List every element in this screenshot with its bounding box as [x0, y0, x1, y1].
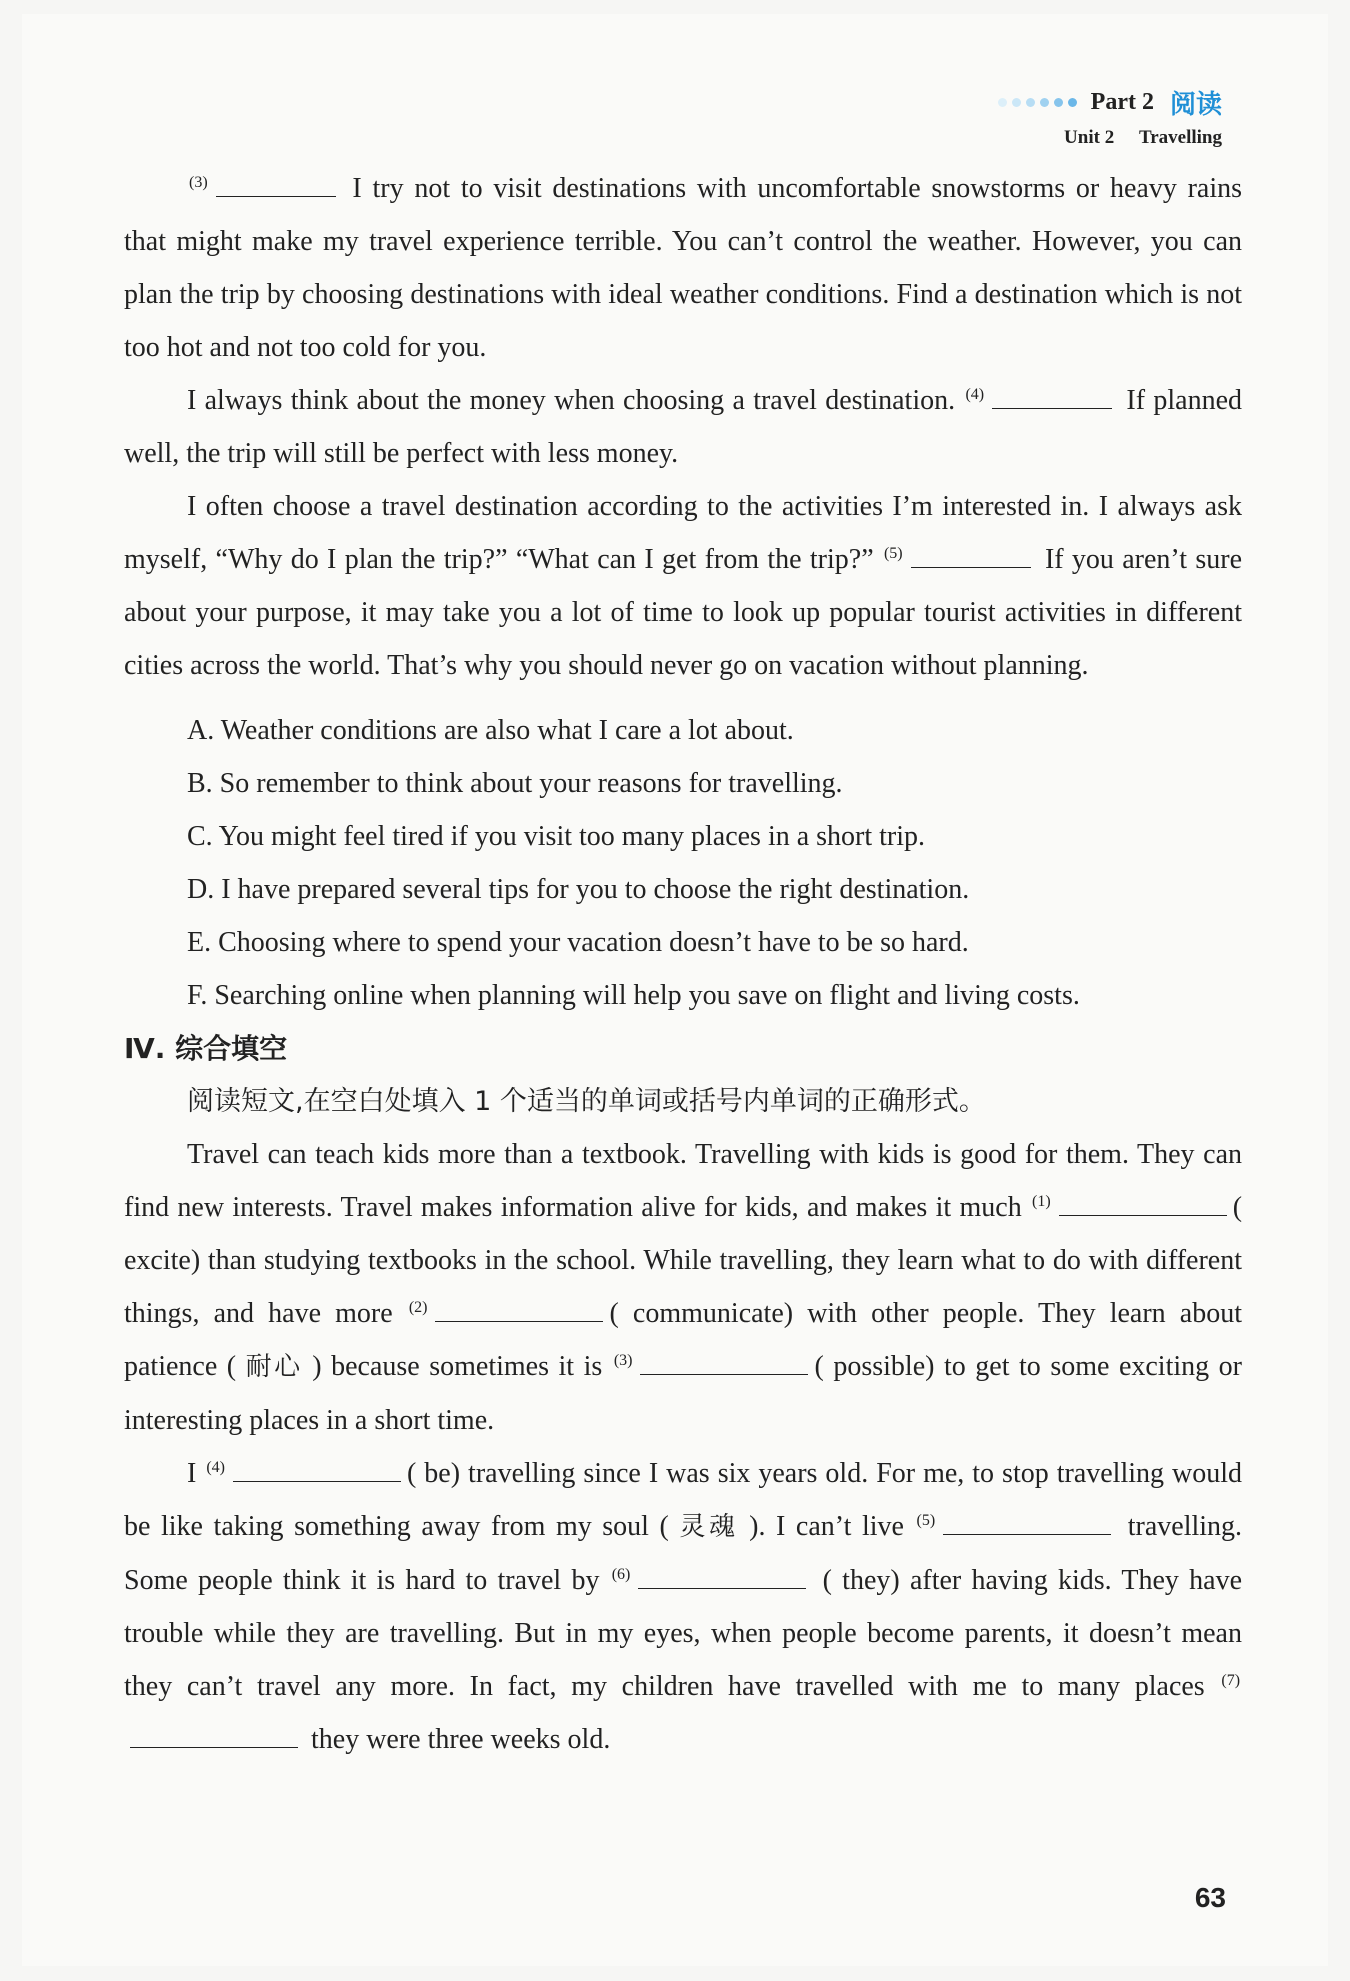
- dot-5: [1054, 98, 1063, 107]
- chinese-gloss: 灵魂: [679, 1512, 739, 1542]
- unit-title: Travelling: [1138, 127, 1222, 148]
- paragraph-text: ( they) after having kids. They have trouble while they are travelling. But in my eyes, when people become parents, it doesn’t mean they can’t travel any more. In fact, my children have travelled with me to many places: [124, 1565, 1242, 1702]
- paragraph-text: ). I can’t live: [749, 1511, 904, 1542]
- unit-label: Unit 2: [1064, 127, 1115, 148]
- paragraph-text: I try not to visit destinations with uncomfortable snowstorms or heavy rains that might make my travel experience terrible. You can’t control the weather. However, you can plan the trip by choosing destinations with ideal weather conditions. Find a destination which is not too hot and not too cold for you.: [124, 173, 1243, 363]
- paragraph-text: travelling. Some people think it is hard to travel by: [124, 1511, 1243, 1596]
- paragraph-text: I often choose a travel destination according to the activities I’m interested in. I always ask myself, “Why do I plan the trip?” “What can I get from the trip?”: [124, 491, 1242, 575]
- page-number: 63: [1194, 1882, 1226, 1913]
- answer-blank[interactable]: [1059, 1193, 1227, 1216]
- dot-4: [1040, 98, 1049, 107]
- paragraph-text: If you aren’t sure about your purpose, it may take you a lot of time to look up popular tourist activities in different cities across the world. That’s why you should never go on vacation without planning.: [124, 544, 1242, 681]
- answer-blank[interactable]: [638, 1566, 806, 1589]
- question-number: (7): [1221, 1672, 1241, 1689]
- answer-blank[interactable]: [992, 386, 1112, 409]
- answer-blank[interactable]: [216, 174, 336, 197]
- answer-blank[interactable]: [233, 1459, 401, 1482]
- paragraph-text: ( possible) to get to some exciting or interesting places in a short time.: [124, 1351, 1242, 1436]
- question-number: (1): [1032, 1193, 1051, 1210]
- main-content: [124, 162, 1242, 1766]
- answer-blank[interactable]: [435, 1299, 603, 1322]
- decorative-dots: [993, 94, 1077, 112]
- paragraph-text: If planned well, the trip will still be perfect with less money.: [124, 385, 1242, 469]
- question-number: (5): [916, 1512, 936, 1529]
- page-header: [993, 84, 1222, 149]
- paragraph-text: ( communicate) with other people. They learn about patience (: [124, 1298, 1242, 1382]
- chinese-gloss: 耐心: [245, 1352, 303, 1382]
- dot-2: [1012, 98, 1021, 107]
- reading-paragraph-3: [124, 480, 1242, 692]
- paragraph-text: ( be) travelling since I was six years old. For me, to stop travelling would be like taking something away from my soul (: [124, 1458, 1242, 1542]
- cloze-paragraph-1: [124, 1128, 1242, 1447]
- question-number: (2): [408, 1299, 428, 1316]
- option-f: F. Searching online when planning will help you save on flight and living costs.: [187, 980, 1080, 1011]
- dot-1: [998, 98, 1007, 107]
- option-a: A. Weather conditions are also what I care a lot about.: [187, 715, 794, 746]
- reading-paragraph-2: [124, 374, 1242, 480]
- paragraph-text: ) because sometimes it is: [312, 1351, 603, 1382]
- answer-blank[interactable]: [640, 1352, 808, 1375]
- option-d: D. I have prepared several tips for you to choose the right destination.: [187, 874, 970, 905]
- question-number: (3): [189, 174, 208, 191]
- question-number: (5): [883, 545, 903, 562]
- answer-blank[interactable]: [943, 1512, 1111, 1535]
- section-title: Ⅳ. 综合填空: [124, 1032, 288, 1065]
- question-number: (6): [611, 1566, 631, 1583]
- cloze-paragraph-2: [124, 1447, 1242, 1766]
- paragraph-text: they were three weeks old.: [311, 1724, 611, 1755]
- section-instruction: 阅读短文,在空白处填入 1 个适当的单词或括号内单词的正确形式。: [187, 1086, 986, 1117]
- question-number: (4): [206, 1459, 225, 1476]
- section-type-label: 阅读: [1169, 90, 1222, 120]
- paragraph-text: I: [187, 1458, 197, 1489]
- option-b: B. So remember to think about your reasons for travelling.: [187, 768, 843, 799]
- option-c: C. You might feel tired if you visit too many places in a short trip.: [187, 821, 926, 852]
- question-number: (3): [613, 1352, 633, 1369]
- question-number: (4): [965, 386, 985, 403]
- dot-3: [1026, 98, 1035, 107]
- textbook-page: [22, 14, 1328, 1966]
- part-label: Part 2: [1090, 89, 1154, 115]
- paragraph-text: I always think about the money when choosing a travel destination.: [187, 385, 956, 416]
- paragraph-text: ( excite) than studying textbooks in the school. While travelling, they learn what to do with different things, and have more: [124, 1192, 1243, 1329]
- unit-line: [993, 127, 1222, 149]
- answer-blank[interactable]: [130, 1725, 298, 1748]
- answer-blank[interactable]: [911, 545, 1031, 568]
- reading-paragraph-1: [124, 162, 1242, 374]
- options-list: [124, 704, 1242, 1022]
- dot-6: [1068, 98, 1077, 107]
- option-e: E. Choosing where to spend your vacation doesn’t have to be so hard.: [187, 927, 969, 958]
- paragraph-text: Travel can teach kids more than a textbook. Travelling with kids is good for them. They can find new interests. Travel makes information alive for kids, and makes it much: [124, 1139, 1242, 1223]
